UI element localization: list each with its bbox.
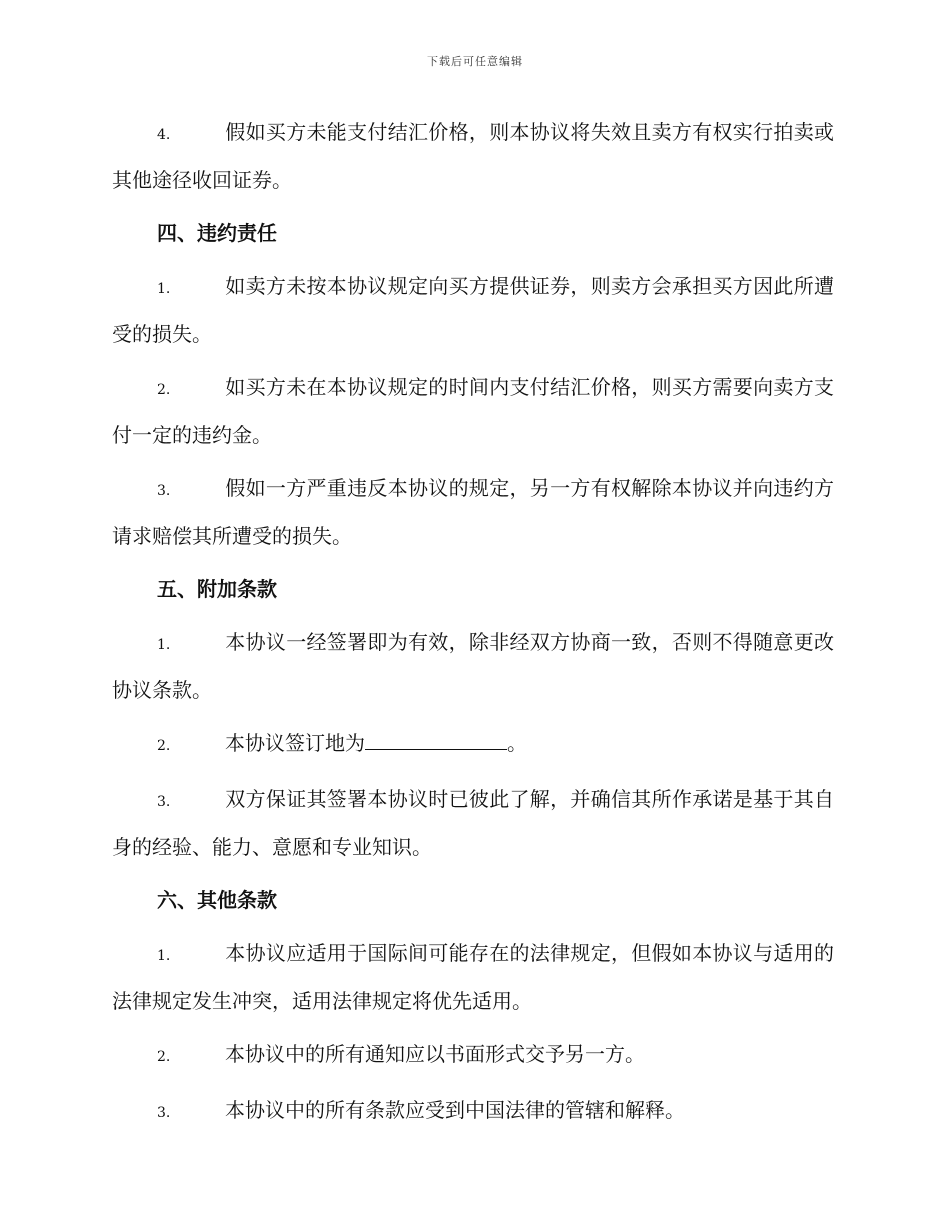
page-header: 下载后可任意编辑	[427, 55, 523, 68]
item-text: 本协议应适用于国际间可能存在的法律规定，但假如本协议与适用的法律规定发生冲突，适用法律规定将优先适用。	[112, 941, 834, 1013]
item-text: 如卖方未按本协议规定向买方提供证券，则卖方会承担买方因此所遭受的损失。	[112, 274, 834, 346]
item-number: 3.	[157, 1105, 171, 1121]
item-number: 2.	[157, 1049, 171, 1065]
item-number: 3.	[157, 794, 171, 810]
list-item	[112, 931, 834, 1024]
list-item	[112, 1088, 834, 1136]
list-item	[112, 1032, 834, 1080]
item-text: 双方保证其签署本协议时已彼此了解，并确信其所作承诺是基于其自身的经验、能力、意愿和专业知识。	[112, 787, 834, 859]
section-heading-breach: 四、违约责任	[157, 221, 277, 245]
document-body	[112, 110, 834, 1144]
list-item	[112, 721, 834, 769]
item-text: 假如买方未能支付结汇价格，则本协议将失效且卖方有权实行拍卖或其他途径收回证券。	[112, 120, 834, 192]
item-text: 如买方未在本协议规定的时间内支付结汇价格，则买方需要向卖方支付一定的违约金。	[112, 375, 834, 447]
section-heading-additional: 五、附加条款	[157, 577, 277, 601]
list-item	[112, 110, 834, 203]
item-text-after: 。	[507, 731, 527, 755]
list-item	[112, 466, 834, 559]
item-number: 4.	[157, 127, 171, 143]
list-item	[112, 620, 834, 713]
list-item	[112, 365, 834, 458]
item-text-before: 本协议签订地为	[225, 731, 365, 755]
item-number: 2.	[157, 382, 171, 398]
item-text: 本协议一经签署即为有效，除非经双方协商一致，否则不得随意更改协议条款。	[112, 630, 834, 702]
item-number: 2.	[157, 738, 171, 754]
item-number: 1.	[157, 948, 171, 964]
signing-place-blank	[365, 731, 507, 750]
item-number: 1.	[157, 637, 171, 653]
item-number: 1.	[157, 281, 171, 297]
item-text: 假如一方严重违反本协议的规定，另一方有权解除本协议并向违约方请求赔偿其所遭受的损失。	[112, 476, 834, 548]
list-item	[112, 264, 834, 357]
section-heading-other: 六、其他条款	[157, 888, 277, 912]
list-item	[112, 777, 834, 870]
item-number: 3.	[157, 483, 171, 499]
item-text: 本协议中的所有通知应以书面形式交予另一方。	[225, 1042, 645, 1066]
item-text: 本协议中的所有条款应受到中国法律的管辖和解释。	[225, 1098, 685, 1122]
